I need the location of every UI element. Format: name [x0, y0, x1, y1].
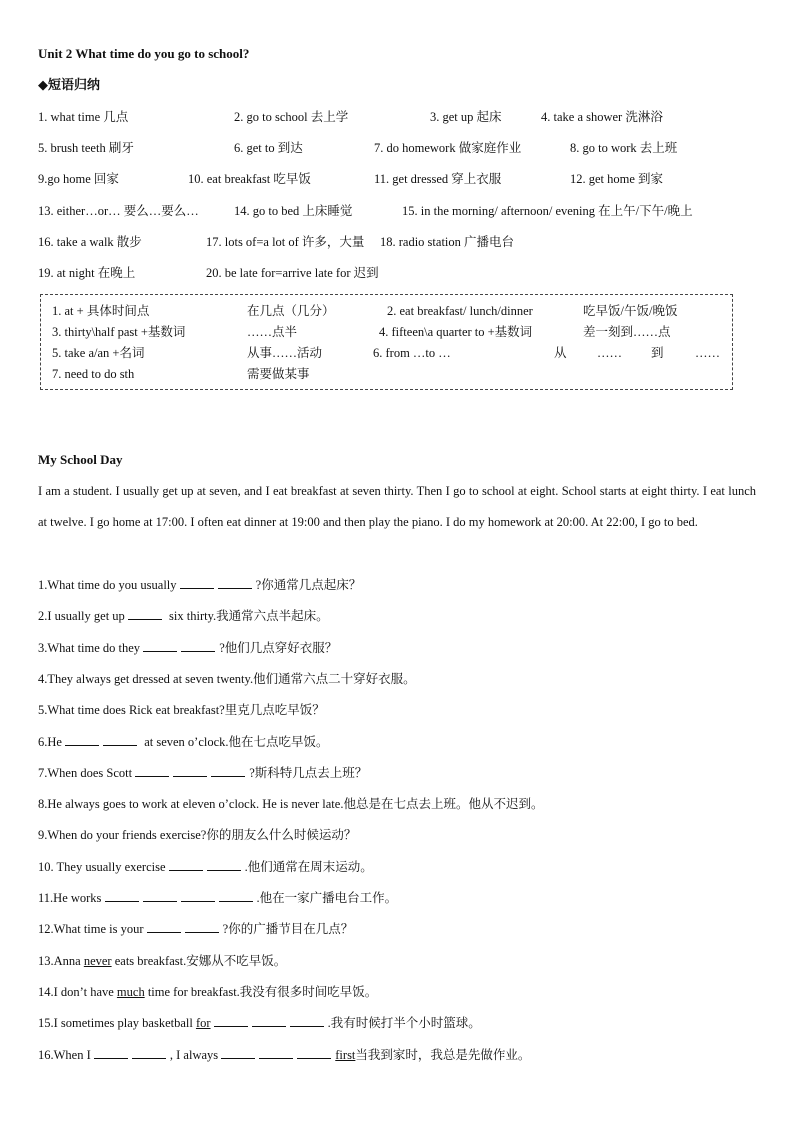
phrase-item: 13. either…or… 要么…要么…	[38, 204, 199, 218]
question-item	[38, 577, 361, 593]
phrase-item: 18. radio station 广播电台	[380, 235, 515, 249]
phrase-row	[38, 109, 758, 125]
grammar-item: 从	[554, 346, 567, 360]
story-title: My School Day	[38, 452, 123, 467]
question-text: 3.What time do they	[38, 641, 144, 655]
question-text: 1.What time do you usually	[38, 578, 180, 592]
question-text: .他们通常在周末运动。	[244, 860, 373, 874]
grammar-row	[41, 324, 732, 340]
question-text: 10. They usually exercise	[38, 860, 169, 874]
phrase-item: 6. get to 到达	[234, 141, 303, 155]
grammar-box	[40, 294, 733, 390]
grammar-row	[41, 345, 732, 361]
answer-blank[interactable]	[221, 1047, 255, 1059]
question-item	[38, 608, 329, 624]
grammar-item: 需要做某事	[247, 367, 310, 381]
question-item	[38, 921, 353, 937]
grammar-item: 在几点（几分）	[247, 304, 335, 318]
phrase-item: 1. what time 几点	[38, 110, 129, 124]
grammar-item: ……	[695, 346, 720, 360]
question-text: time for breakfast.我没有很多时间吃早饭。	[144, 985, 378, 999]
answer-blank[interactable]	[297, 1047, 331, 1059]
story-paragraph: I am a student. I usually get up at seven, and I eat breakfast at seven thirty. Then I go to school at eight. School starts at eight thirty. I eat lunch at twelve. I go home at 17:00. I often eat dinner at 19:00 and then play the piano. I do my homework at 20:00. At 22:00, I go to bed.	[38, 484, 756, 529]
grammar-item: 4. fifteen\a quarter to +基数词	[379, 325, 533, 339]
answer-blank[interactable]	[219, 890, 253, 902]
underlined-word: much	[116, 985, 145, 999]
question-text: ?你通常几点起床？	[255, 578, 362, 592]
answer-blank[interactable]	[169, 859, 203, 871]
grammar-item: 差一刻到……点	[583, 325, 671, 339]
answer-blank[interactable]	[143, 890, 177, 902]
question-item	[38, 1047, 530, 1063]
phrase-item: 17. lots of=a lot of 许多，大量	[206, 235, 365, 249]
question-text: .他在一家广播电台工作。	[256, 891, 398, 905]
grammar-item: 1. at + 具体时间点	[52, 304, 150, 318]
answer-blank[interactable]	[218, 577, 252, 589]
question-text: 11.He works	[38, 891, 105, 905]
question-item	[38, 953, 286, 969]
grammar-item: 7. need to do sth	[52, 367, 135, 381]
answer-blank[interactable]	[252, 1015, 286, 1027]
question-text: , I always	[169, 1048, 222, 1062]
question-text: 15.I sometimes play basketball	[38, 1016, 196, 1030]
phrase-item: 10. eat breakfast 吃早饭	[188, 172, 311, 186]
phrase-row	[38, 203, 758, 219]
question-item	[38, 640, 337, 656]
question-text: six thirty.我通常六点半起床。	[165, 609, 329, 623]
answer-blank[interactable]	[181, 890, 215, 902]
answer-blank[interactable]	[105, 890, 139, 902]
question-item	[38, 671, 416, 687]
answer-blank[interactable]	[290, 1015, 324, 1027]
answer-blank[interactable]	[214, 1015, 248, 1027]
grammar-item: 吃早饭/午饭/晚饭	[583, 304, 678, 318]
answer-blank[interactable]	[207, 859, 241, 871]
question-text: 16.When I	[38, 1048, 94, 1062]
question-item	[38, 702, 325, 718]
grammar-item: 5. take a/an +名词	[52, 346, 145, 360]
question-text: .我有时候打半个小时篮球。	[327, 1016, 481, 1030]
answer-blank[interactable]	[103, 734, 137, 746]
answer-blank[interactable]	[65, 734, 99, 746]
phrase-item: 16. take a walk 散步	[38, 235, 142, 249]
question-text: ?你的广播节目在几点？	[222, 922, 354, 936]
section-heading: ◆短语归纳	[38, 77, 100, 92]
question-text: at seven o’clock.他在七点吃早饭。	[141, 735, 329, 749]
question-text: 8.He always goes to work at eleven o’clock. He is never late.他总是在七点去上班。他从不迟到。	[38, 797, 544, 811]
question-text: 14.I don’t have	[38, 985, 117, 999]
phrase-row	[38, 234, 758, 250]
answer-blank[interactable]	[180, 577, 214, 589]
question-item	[38, 734, 329, 750]
answer-blank[interactable]	[94, 1047, 128, 1059]
grammar-row	[41, 366, 732, 382]
question-item	[38, 796, 543, 812]
answer-blank[interactable]	[143, 640, 177, 652]
question-text: 12.What time is your	[38, 922, 147, 936]
phrase-item: 9.go home 回家	[38, 172, 119, 186]
question-item	[38, 1015, 481, 1031]
question-item	[38, 827, 356, 843]
question-text: 13.Anna	[38, 954, 84, 968]
phrase-item: 12. get home 到家	[570, 172, 664, 186]
grammar-row	[41, 303, 732, 319]
phrase-item: 19. at night 在晚上	[38, 266, 136, 280]
phrase-item: 3. get up 起床	[430, 110, 502, 124]
question-text: ?斯科特几点去上班？	[249, 766, 368, 780]
question-item	[38, 984, 377, 1000]
grammar-item: 3. thirty\half past +基数词	[52, 325, 186, 339]
answer-blank[interactable]	[259, 1047, 293, 1059]
phrase-item: 5. brush teeth 刷牙	[38, 141, 134, 155]
underlined-word: first	[335, 1048, 356, 1062]
phrase-row	[38, 265, 758, 281]
question-item	[38, 765, 367, 781]
question-text: 7.When does Scott	[38, 766, 136, 780]
page-title: Unit 2 What time do you go to school?	[38, 46, 250, 61]
grammar-item: 6. from …to …	[373, 346, 451, 360]
phrase-item: 7. do homework 做家庭作业	[374, 141, 522, 155]
answer-blank[interactable]	[132, 1047, 166, 1059]
phrase-item: 4. take a shower 洗淋浴	[541, 110, 663, 124]
grammar-item: 到	[651, 346, 664, 360]
answer-blank[interactable]	[211, 765, 245, 777]
underlined-word: for	[195, 1016, 211, 1030]
answer-blank[interactable]	[147, 921, 181, 933]
grammar-item: 2. eat breakfast/ lunch/dinner	[387, 304, 533, 318]
phrase-item: 15. in the morning/ afternoon/ evening 在上午/下午/晚上	[402, 204, 693, 218]
question-text: 4.They always get dressed at seven twenty.他们通常六点二十穿好衣服。	[38, 672, 416, 686]
grammar-item: ……	[597, 346, 622, 360]
question-text: 5.What time does Rick eat breakfast?里克几点吃早饭？	[38, 703, 325, 717]
answer-blank[interactable]	[135, 765, 169, 777]
phrase-item: 2. go to school 去上学	[234, 110, 349, 124]
question-text: eats breakfast.安娜从不吃早饭。	[111, 954, 287, 968]
phrase-item: 11. get dressed 穿上衣服	[374, 172, 502, 186]
phrase-item: 8. go to work 去上班	[570, 141, 678, 155]
grammar-item: ……点半	[247, 325, 298, 339]
answer-blank[interactable]	[173, 765, 207, 777]
grammar-item: 从事……活动	[247, 346, 323, 360]
question-text: 6.He	[38, 735, 66, 749]
question-text: ?他们几点穿好衣服？	[219, 641, 338, 655]
phrase-item: 14. go to bed 上床睡觉	[234, 204, 353, 218]
answer-blank[interactable]	[128, 608, 162, 620]
question-item	[38, 890, 397, 906]
question-text: 9.When do your friends exercise?你的朋友么什么时候运动？	[38, 828, 357, 842]
question-text: 当我到家时，我总是先做作业。	[355, 1048, 531, 1062]
phrase-row	[38, 140, 758, 156]
phrase-item: 20. be late for=arrive late for 迟到	[206, 266, 379, 280]
answer-blank[interactable]	[181, 640, 215, 652]
answer-blank[interactable]	[185, 921, 219, 933]
question-text: 2.I usually get up	[38, 609, 128, 623]
underlined-word: never	[83, 954, 112, 968]
question-item	[38, 859, 373, 875]
phrase-row	[38, 171, 758, 187]
